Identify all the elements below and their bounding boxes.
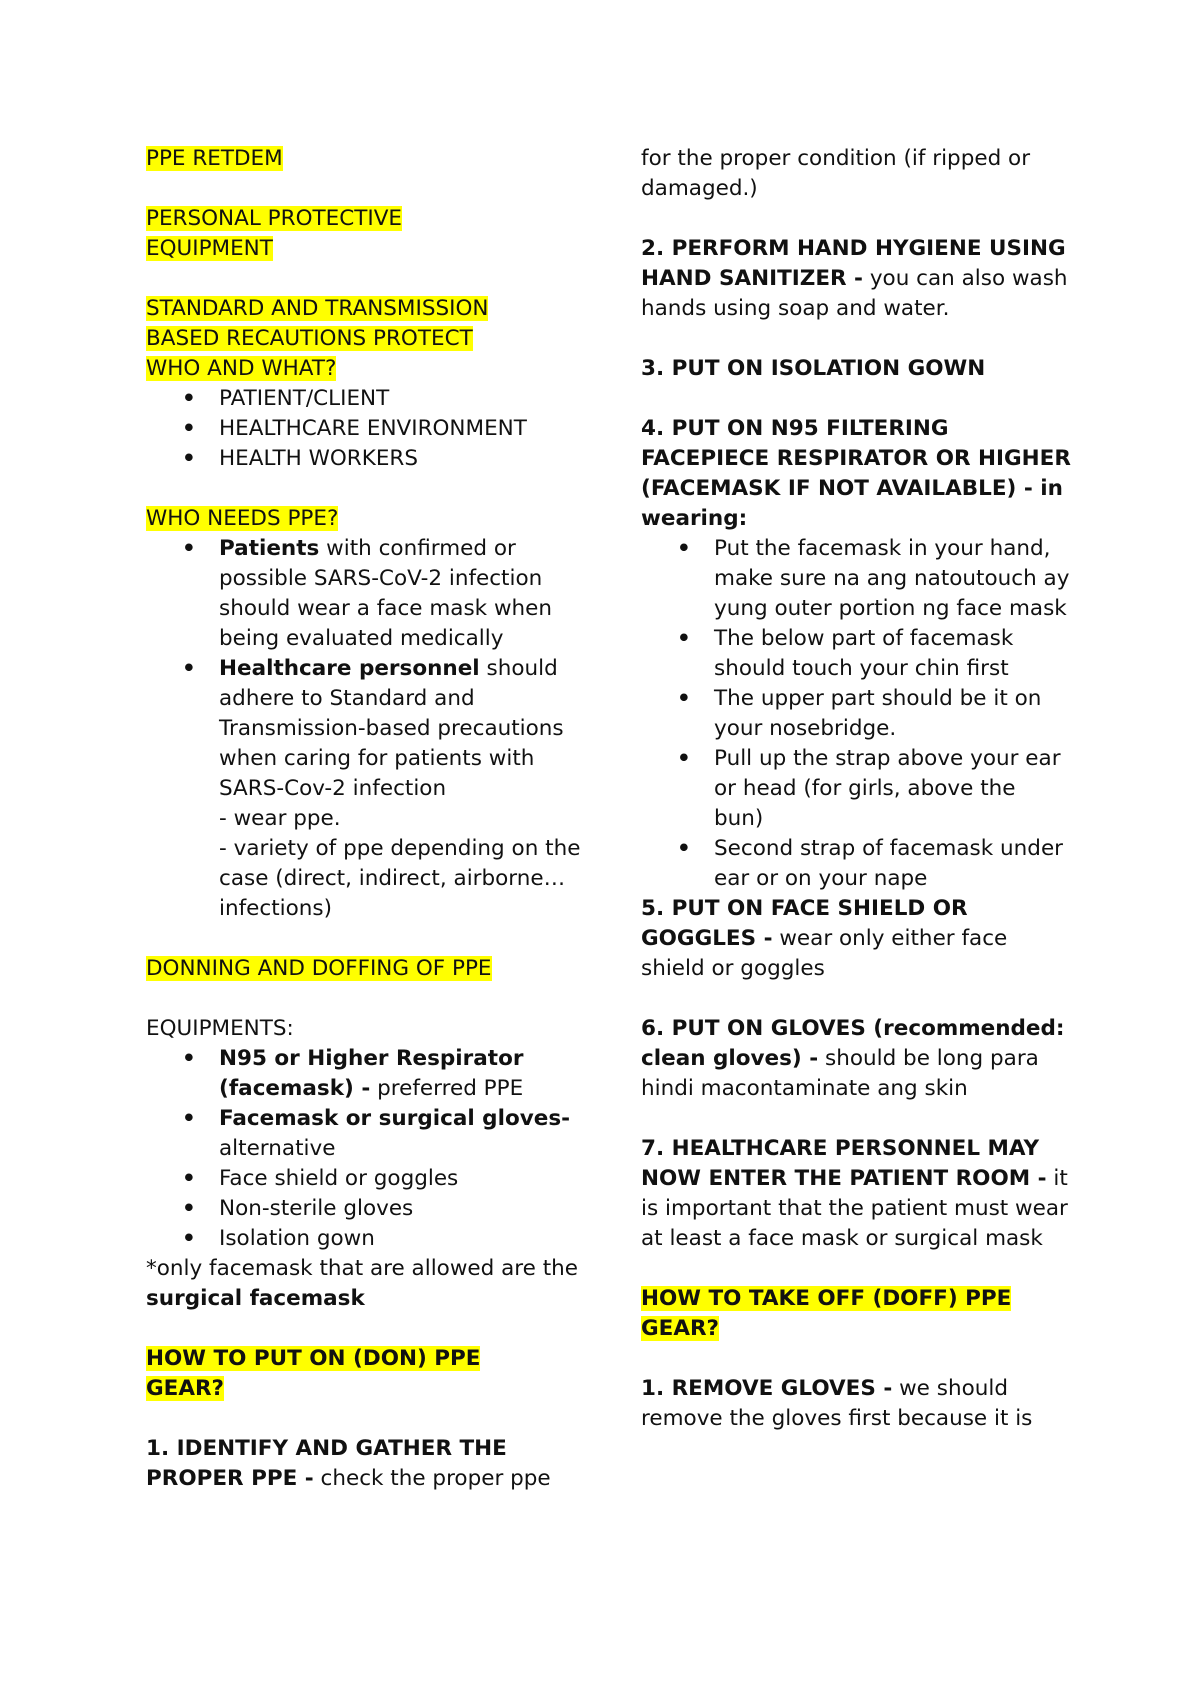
equipment-list (146, 1044, 586, 1254)
list-item: • N95 or Higher Respirator (facemask) - preferred PPE (146, 1044, 586, 1104)
list-item: • Patients with confirmed or possible SARS-CoV-2 infection should wear a face mask when being evaluated medically (146, 534, 586, 654)
right-column (641, 144, 1071, 1434)
list-item: • The below part of facemask should touch your chin first (641, 624, 1071, 684)
don-step-5: 5. PUT ON FACE SHIELD OR GOGGLES - wear only either face shield or goggles (641, 896, 1008, 981)
facemask-steps-list (641, 534, 1071, 894)
heading-standard-precautions: STANDARD AND TRANSMISSION BASED RECAUTIONS PROTECT WHO AND WHAT? (146, 296, 489, 381)
list-item: • Facemask or surgical gloves- alternative (146, 1104, 586, 1164)
heading-ppe: PERSONAL PROTECTIVE EQUIPMENT (146, 206, 402, 261)
who-needs-list (146, 534, 586, 924)
heading-who-needs-ppe: WHO NEEDS PPE? (146, 506, 339, 531)
list-item: • Face shield or goggles (146, 1164, 586, 1194)
don-step-4: 4. PUT ON N95 FILTERING FACEPIECE RESPIRATOR OR HIGHER (FACEMASK IF NOT AVAILABLE) - in wearing: (641, 416, 1071, 531)
list-item: • HEALTHCARE ENVIRONMENT (146, 414, 586, 444)
list-item: • Isolation gown (146, 1224, 586, 1254)
list-item: • Healthcare personnel should adhere to Standard and Transmission-based precautions when caring for patients with SARS-Cov-2 infection - wear ppe. - variety of ppe depending on the case (direct, indirect, airborne… infections) (146, 654, 586, 924)
list-item: • PATIENT/CLIENT (146, 384, 586, 414)
list-item: • Second strap of facemask under ear or on your nape (641, 834, 1071, 894)
list-item: • Pull up the strap above your ear or head (for girls, above the bun) (641, 744, 1071, 834)
list-item: • Put the facemask in your hand, make sure na ang natoutouch ay yung outer portion ng face mask (641, 534, 1071, 624)
list-item: • The upper part should be it on your nosebridge. (641, 684, 1071, 744)
equipments-label: EQUIPMENTS: (146, 1016, 294, 1041)
don-step-3: 3. PUT ON ISOLATION GOWN (641, 356, 986, 381)
list-item: • Non-sterile gloves (146, 1194, 586, 1224)
protect-list (146, 384, 586, 474)
heading-how-to-doff: HOW TO TAKE OFF (DOFF) PPE GEAR? (641, 1286, 1012, 1341)
doc-title: PPE RETDEM (146, 146, 283, 171)
list-item: • HEALTH WORKERS (146, 444, 586, 474)
facemask-note: *only facemask that are allowed are the surgical facemask (146, 1256, 579, 1311)
doff-step-1: 1. REMOVE GLOVES - we should remove the gloves first because it is (641, 1376, 1033, 1431)
don-step-7: 7. HEALTHCARE PERSONNEL MAY NOW ENTER THE PATIENT ROOM - it is important that the patient must wear at least a face mask or surgical mask (641, 1136, 1068, 1251)
don-step-6: 6. PUT ON GLOVES (recommended: clean gloves) - should be long para hindi macontaminate ang skin (641, 1016, 1065, 1101)
heading-how-to-don: HOW TO PUT ON (DON) PPE GEAR? (146, 1346, 481, 1401)
don-step-1: 1. IDENTIFY AND GATHER THE PROPER PPE - check the proper ppe (146, 1436, 551, 1491)
heading-donning-doffing: DONNING AND DOFFING OF PPE (146, 956, 492, 981)
continued-text: for the proper condition (if ripped or damaged.) (641, 146, 1031, 201)
don-step-2: 2. PERFORM HAND HYGIENE USING HAND SANITIZER - you can also wash hands using soap and water. (641, 236, 1068, 321)
left-column (146, 144, 586, 1494)
